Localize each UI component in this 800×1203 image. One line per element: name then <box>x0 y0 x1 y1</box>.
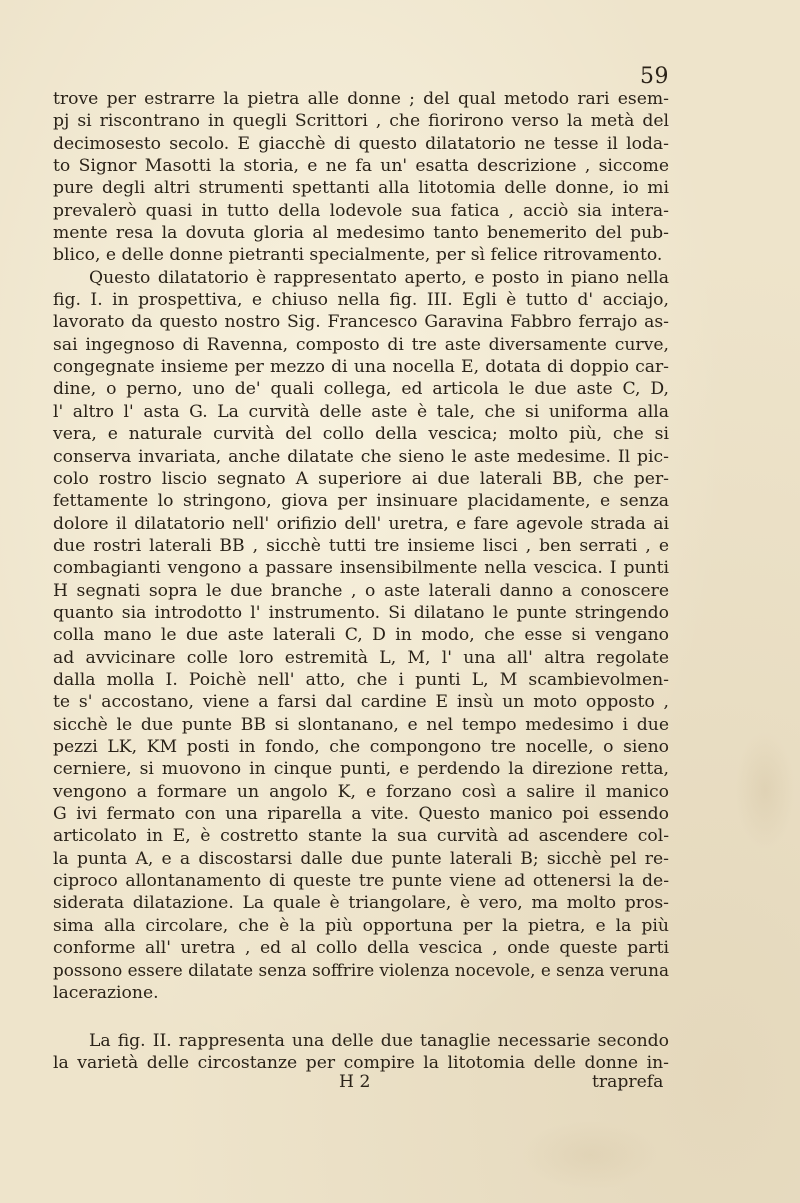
text-line: pezzi LK, KM posti in fondo, che compongono tre nocelle, o sieno <box>53 736 669 757</box>
text-line: ad avvicinare colle loro estremità L, M, l' una all' altra regolate <box>53 647 669 668</box>
text-line: sicchè le due punte BB si slontanano, e nel tempo medesimo i due <box>53 714 669 735</box>
paper-stain <box>735 730 795 850</box>
text-line: La fig. II. rappresenta una delle due tanaglie necessarie secondo <box>89 1031 669 1052</box>
text-line: vera, e naturale curvità del collo della vescica; molto più, che si <box>53 424 669 445</box>
text-line: dalla molla I. Poichè nell' atto, che i punti L, M scambievolmen- <box>53 669 669 690</box>
text-line: lacerazione. <box>53 982 159 1003</box>
text-line: dolore il dilatatorio nell' orifizio dell' uretra, e fare agevole strada ai <box>53 513 669 534</box>
text-line: possono essere dilatate senza soffrire violenza nocevole, e senza veruna <box>53 960 669 981</box>
catchword: traprefa <box>592 1072 664 1092</box>
text-line: la varietà delle circostanze per compire la litotomia delle donne in- <box>53 1053 669 1074</box>
text-line: siderata dilatazione. La quale è triangolare, è vero, ma molto pros- <box>53 893 669 914</box>
paragraph <box>53 267 669 1004</box>
text-line: l' altro l' asta G. La curvità delle aste è tale, che si uniforma alla <box>53 401 669 422</box>
text-line: colla mano le due aste laterali C, D in modo, che esse si vengano <box>53 625 669 646</box>
text-line: Questo dilatatorio è rappresentato aperto, e posto in piano nella <box>89 267 669 288</box>
text-line: cerniere, si muovono in cinque punti, e perdendo la direzione retta, <box>53 759 669 780</box>
paper-stain <box>520 1120 660 1190</box>
text-line: congegnate insieme per mezzo di una nocella E, dotata di doppio car- <box>53 357 669 378</box>
text-line: colo rostro liscio segnato A superiore ai due laterali BB, che per- <box>53 468 669 489</box>
page-number: 59 <box>640 64 669 89</box>
text-line: prevalerò quasi in tutto della lodevole sua fatica , acciò sia intera- <box>53 200 669 221</box>
text-line: la punta A, e a discostarsi dalle due punte laterali B; sicchè pel re- <box>53 848 669 869</box>
paragraph <box>53 1030 669 1075</box>
text-line: te s' accostano, viene a farsi dal cardine E insù un moto opposto , <box>53 692 669 713</box>
text-line: quanto sia introdotto l' instrumento. Si dilatano le punte stringendo <box>53 602 669 623</box>
signature-mark: H 2 <box>339 1072 371 1092</box>
text-line: due rostri laterali BB , sicchè tutti tre insieme lisci , ben serrati , e <box>53 535 669 556</box>
text-line: pure degli altri strumenti spettanti alla litotomia delle donne, io mi <box>53 178 669 199</box>
text-line: fig. I. in prospettiva, e chiuso nella fig. III. Egli è tutto d' acciajo, <box>53 290 669 311</box>
page-footer <box>0 1072 800 1096</box>
text-line: sima alla circolare, che è la più opportuna per la pietra, e la più <box>53 915 669 936</box>
text-line: decimosesto secolo. E giacchè di questo dilatatorio ne tesse il loda- <box>53 133 669 154</box>
text-line: conforme all' uretra , ed al collo della vescica , onde queste parti <box>53 938 669 959</box>
text-line: dine, o perno, uno de' quali collega, ed articola le due aste C, D, <box>53 379 669 400</box>
body-text <box>53 88 669 1075</box>
text-line: blico, e delle donne pietranti specialmente, per sì felice ritrovamento. <box>53 245 663 266</box>
text-line: lavorato da questo nostro Sig. Francesco Garavina Fabbro ferrajo as- <box>53 312 669 333</box>
text-line: combagianti vengono a passare insensibilmente nella vescica. I punti <box>53 558 669 579</box>
paragraph <box>53 88 669 267</box>
text-line: ciproco allontanamento di queste tre punte viene ad ottenersi la de- <box>53 871 669 892</box>
text-line: pj si riscontrano in quegli Scrittori , che fiorirono verso la metà del <box>53 111 669 132</box>
text-line: mente resa la dovuta gloria al medesimo tanto benemerito del pub- <box>53 223 669 244</box>
text-line: vengono a formare un angolo K, e forzano così a salire il manico <box>53 781 669 802</box>
text-line: sai ingegnoso di Ravenna, composto di tre aste diversamente curve, <box>53 334 669 355</box>
text-line: to Signor Masotti la storia, e ne fa un' esatta descrizione , siccome <box>53 156 669 177</box>
text-line: H segnati sopra le due branche , o aste laterali danno a conoscere <box>53 580 669 601</box>
text-line: articolato in E, è costretto stante la sua curvità ad ascendere col- <box>53 826 669 847</box>
text-line: trove per estrarre la pietra alle donne ; del qual metodo rari esem- <box>53 89 669 109</box>
text-line: G ivi fermato con una riparella a vite. Questo manico poi essendo <box>53 804 669 824</box>
text-line: conserva invariata, anche dilatate che sieno le aste medesime. Il pic- <box>53 446 669 467</box>
text-line: fettamente lo stringono, giova per insinuare placidamente, e senza <box>53 491 669 512</box>
